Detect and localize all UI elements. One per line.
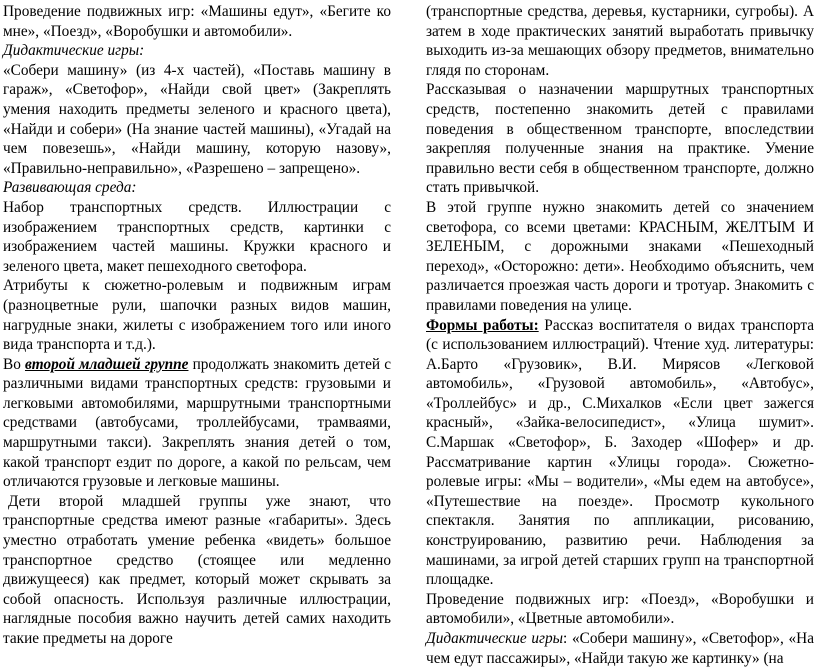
heading-didactic-games: Дидактические игры:	[3, 42, 145, 60]
work-forms-text: Рассказ воспитателя о видах транспорта (с использованием иллюстраций). Чтение худ. литературы: А.Барто «Грузовик», В.И. Мирясов «Легковой автомобиль», «Грузовой автомобиль», «Автобус», «Троллейбус» и др., С.Михалков «Если цвет зажегся красный», «Зайка-велосипедист», «Улица шумит». С.Маршак «Светофор», Б. Заходер «Шофер» и др. Рассматривание картин «Улицы города». Сюжетно-ролевые игры: «Мы – водители», «Мы едем на автобусе», «Путешествие на поезде». Просмотр кукольного спектакля. Занятия по аппликации, рисованию, конструированию, развитию речи. Наблюдения за машинами, за игрой детей старших групп на транспортной площадке.	[426, 316, 814, 589]
emphasis-second-junior-group: второй младшей группе	[24, 355, 189, 373]
paragraph-route-transport: Рассказывая о назначении маршрутных транспортных средств, постепенно знакомить детей с правилами поведения в общественном транспорте, впоследствии закрепляя полученные знания на практике. Умение правильно вести себя в общественном транспорте, должно стать привычкой.	[426, 81, 814, 197]
label-work-forms: Формы работы:	[426, 316, 539, 334]
paragraph-children-know: Дети второй младшей группы уже знают, что транспортные средства имеют разные «габариты». Здесь уместно отработать умение ребенка «видеть» большое транспортное средство (стоящее или медленно движущееся) как предмет, который может скрывать за собой опасность. Используя различные иллюстрации, наглядные пособия важно научить детей самих находить такие предметы на дороге	[3, 492, 391, 647]
right-column	[426, 2, 814, 668]
paragraph-work-forms	[426, 316, 814, 590]
paragraph-outdoor-games-2: Проведение подвижных игр: «Поезд», «Воробушки и автомобили», «Цветные автомобили».	[426, 590, 814, 628]
heading-developing-environment: Развивающая среда:	[3, 179, 137, 197]
paragraph-didactic-games: «Собери машину» (из 4-х частей), «Поставь машину в гараж», «Светофор», «Найди свой цвет» (Закреплять умения находить предметы зеленого и красного цвета), «Найди и собери» (На знание частей машины), «Угадай на чем повезешь», «Найди машину, которую назову», «Правильно-неправильно», «Разрешено – запрещено».	[3, 61, 391, 177]
paragraph-lead: Во	[3, 355, 25, 373]
left-column	[3, 2, 391, 649]
paragraph-second-junior-group	[3, 355, 391, 492]
paragraph-didactic-games-2	[426, 629, 814, 668]
paragraph-attributes: Атрибуты к сюжетно-ролевым и подвижным играм (разноцветные рули, шапочки разных видов машин, нагрудные знаки, жилеты с изображением того или иного вида транспорта и т.д.).	[3, 277, 391, 354]
paragraph-continuation: (транспортные средства, деревья, кустарники, сугробы). А затем в ходе практических занятий выработать привычку выходить из-за мешающих обзору предметов, внимательно глядя по сторонам.	[426, 3, 814, 79]
label-didactic-games: Дидактические игры	[426, 630, 564, 647]
paragraph-environment-set: Набор транспортных средств. Иллюстрации с изображением транспортных средств, картинки с изображением частей машины. Кружки красного и зеленого цвета, макет пешеходного светофора.	[3, 198, 391, 275]
didactic-games-text: : «Собери машину», «Светофор», «На чем едут пассажиры», «Найди такую же картинку» (на	[426, 630, 815, 667]
paragraph-outdoor-games: Проведение подвижных игр: «Машины едут», «Бегите ко мне», «Поезд», «Воробушки и автомобили».	[3, 3, 391, 40]
paragraph-traffic-light: В этой группе нужно знакомить детей со значением светофора, со всеми цветами: КРАСНЫМ, ЖЕЛТЫМ И ЗЕЛЕНЫМ, с дорожными знаками «Пешеходный переход», «Осторожно: дети». Необходимо объяснить, чем различается проезжая часть дороги и тротуар. Знакомить с правилами поведения на улице.	[426, 198, 814, 314]
paragraph-rest: продолжать знакомить детей с различными видами транспортных средств: грузовыми и легковыми автомобилями, маршрутными транспортными средствами (автобусами, троллейбусами, трамваями, маршрутными такси). Закреплять знания детей о том, какой транспорт ездит по дороге, а какой по рельсам, чем отличаются грузовые и легковые машины.	[3, 355, 391, 491]
